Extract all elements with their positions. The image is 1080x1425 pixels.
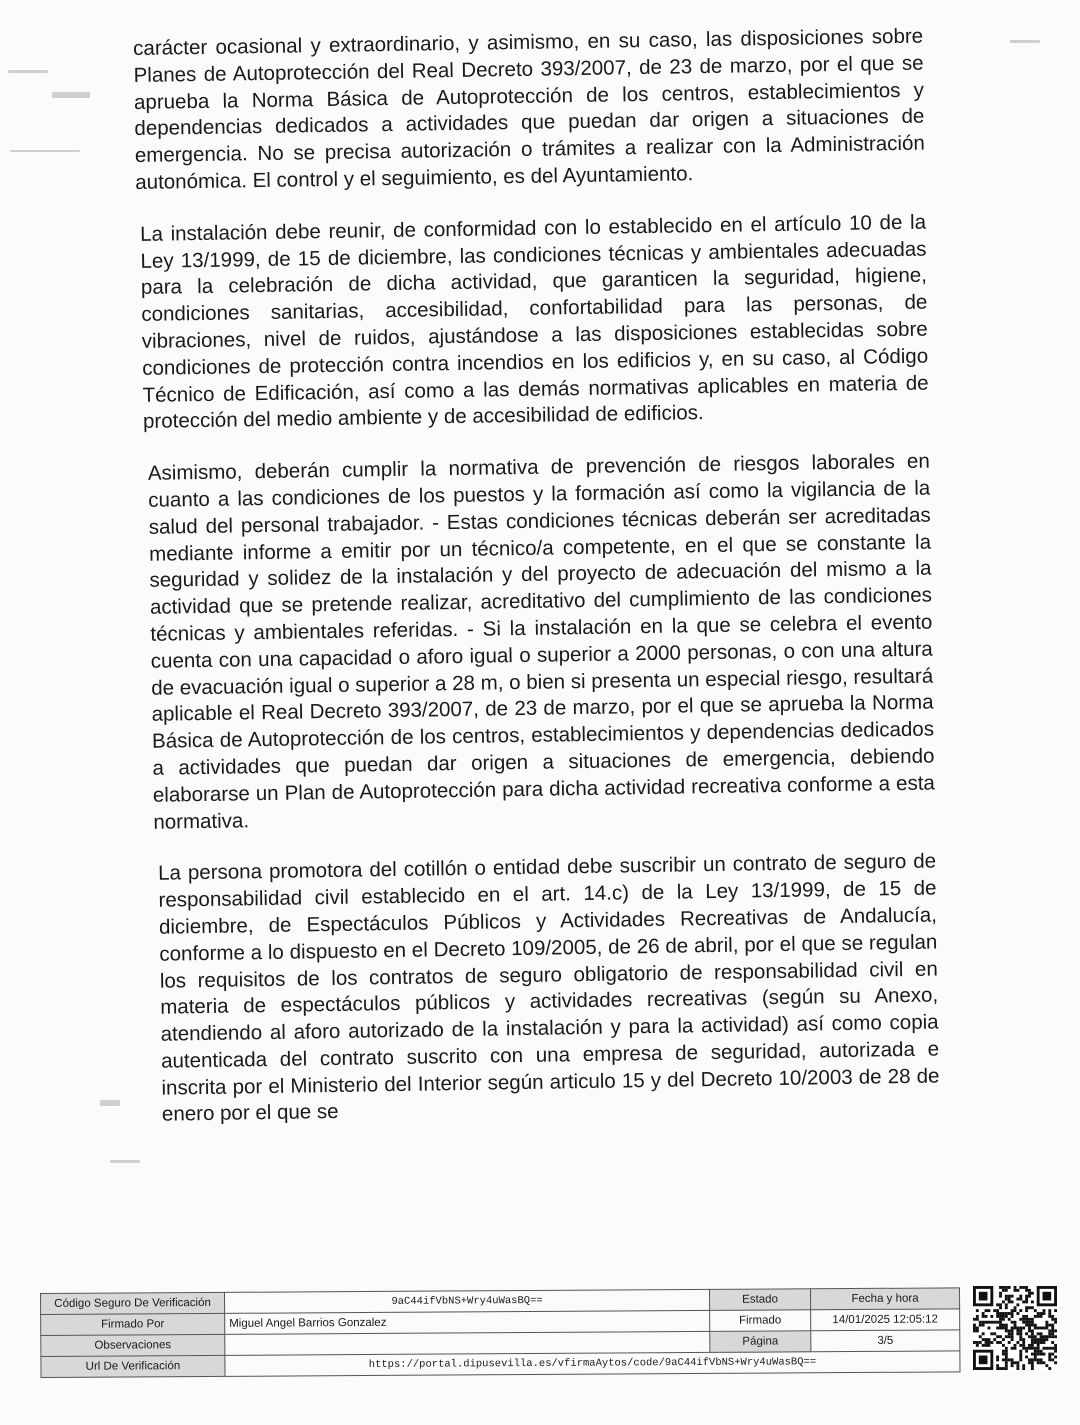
- scan-artifact: [1010, 40, 1040, 43]
- paragraph: carácter ocasional y extraordinario, y asimismo, en su caso, las disposiciones sobre Planes de Autoprotección del Real Decreto 393/2007, de 23 de marzo, por el que se aprueba la Norma Básica de Autoprotección de los centros, establecimientos y dependencias dedicados a actividades que puedan dar origen a situaciones de emergencia. No se precisa autorización o trámites a realizar con la Administración autonómica. El control y el seguimiento, es del Ayuntamiento.: [133, 24, 925, 194]
- signature-verification-block: [40, 1287, 961, 1383]
- scan-artifact: [100, 1100, 120, 1106]
- csv-label: Código Seguro De Verificación: [41, 1292, 225, 1314]
- document-body: [133, 24, 940, 1155]
- qr-code-icon: [973, 1286, 1057, 1370]
- page-label: Página: [710, 1331, 811, 1353]
- scan-artifact: [10, 150, 80, 152]
- csv-value: 9aC44ifVbNS+Wry4uWasBQ==: [224, 1289, 709, 1313]
- page-value: 3/5: [811, 1330, 960, 1352]
- paragraph: La instalación debe reunir, de conformidad con lo establecido en el artículo 10 de la Ley 13/1999, de 15 de diciembre, las condiciones técnicas y ambientales adecuadas para la celebración de dicha actividad, que garanticen la seguridad, higiene, condiciones sanitarias, accesibilidad, confortabilidad para las personas, de vibraciones, nivel de ruidos, ajustándose a las disposiciones establecidas sobre condiciones de protección contra incendios en los edificios y, en su caso, al Código Técnico de Edificación, así como a las demás normativas aplicables en materia de protección del medio ambiente y de accesibilidad de edificios.: [139, 210, 929, 434]
- datetime-label: Fecha y hora: [810, 1288, 959, 1310]
- paragraph: Asimismo, deberán cumplir la normativa de prevención de riesgos laborales en cuanto a las condiciones de los puestos y la formación así como la vigilancia de la salud del personal trabajador. - Estas condiciones técnicas deberán ser acreditadas mediante informe a emitir por un técnico/a competente, en el que se constante la seguridad y solidez de la instalación y del proyecto de adecuación del mismo a la actividad que se pretende realizar, acreditativo del cumplimiento de las condiciones técnicas y ambientales referidas. - Si la instalación en la que se celebra el evento cuenta con una capacidad o aforo igual o superior a 2000 personas, o con una altura de evacuación igual o superior a 28 m, o bien si presenta un especial riesgo, resultará aplicable el Real Decreto 393/2007, de 23 de marzo, por el que se aprueba la Norma Básica de Autoprotección de los centros, establecimientos y dependencias dedicados a actividades que puedan dar origen a situaciones de emergencia, debiendo elaborarse un Plan de Autoprotección para dicha actividad recreativa conforme a esta normativa.: [147, 449, 936, 834]
- scan-artifact: [110, 1160, 140, 1163]
- url-label: Url De Verificación: [41, 1355, 225, 1377]
- datetime-value: 14/01/2025 12:05:12: [811, 1309, 960, 1331]
- state-label: Estado: [709, 1289, 810, 1311]
- paragraph: La persona promotora del cotillón o entidad debe suscribir un contrato de seguro de responsabilidad civil establecido en el art. 14.c) de la Ley 13/1999, de 15 de diciembre, de Espectáculos Públicos y Actividades Recreativas de Andalucía, conforme a lo dispuesto en el Decreto 109/2005, de 26 de abril, por el que se regulan los requisitos de los contratos de seguro obligatorio de responsabilidad civil en materia de espectáculos públicos y actividades recreativas (según su Anexo, atendiendo al aforo autorizado de la instalación y para la actividad) así como copia autenticada del contrato suscrito con una empresa de seguridad, autorizada e inscrita por el Ministerio del Interior según articulo 15 y del Decreto 10/2003 de 28 de enero por el que se: [157, 849, 940, 1127]
- signed-by-label: Firmado Por: [41, 1313, 225, 1335]
- state-value: Firmado: [710, 1310, 811, 1332]
- scan-artifact: [8, 70, 48, 73]
- signed-by-value: Miguel Angel Barrios Gonzalez: [225, 1310, 710, 1334]
- observations-label: Observaciones: [41, 1334, 225, 1356]
- scan-artifact: [52, 92, 90, 98]
- observations-value: [225, 1331, 710, 1355]
- verification-url[interactable]: https://portal.dipusevilla.es/vfirmaAytos/code/9aC44ifVbNS+Wry4uWasBQ==: [225, 1351, 960, 1376]
- verification-table: [40, 1287, 961, 1378]
